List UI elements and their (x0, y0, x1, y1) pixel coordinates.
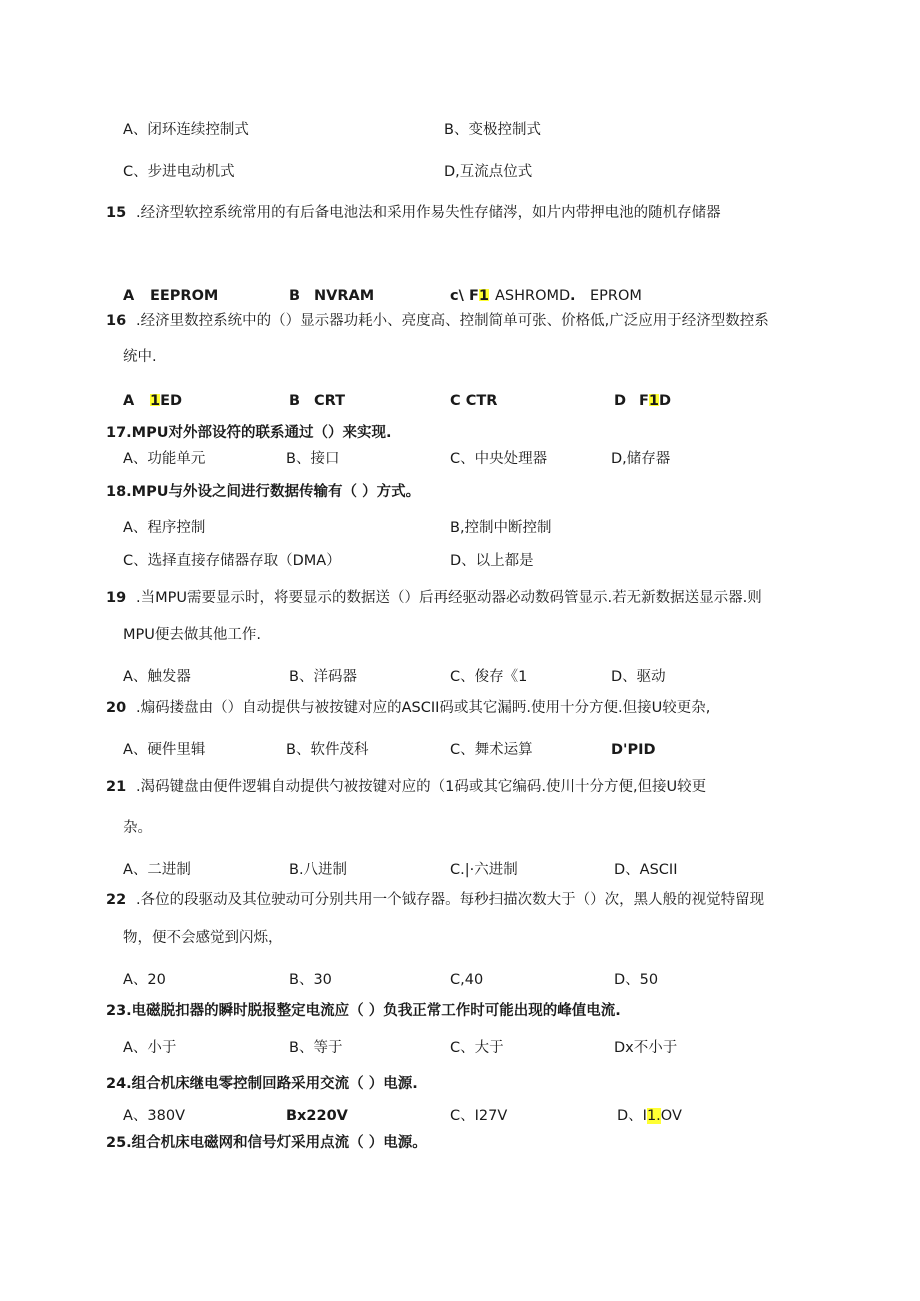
q19-option-c: C、俊存《1 (450, 669, 528, 685)
q21-option-a: A、二进制 (123, 862, 191, 878)
question-text: .经济型软控系统常用的有后备电池法和采用作易失性存储涔，如片内带押电池的随机存储器 (136, 205, 721, 221)
question-20 (106, 701, 710, 716)
q18-option-c: C、选择直接存储器存取（DMA） (123, 553, 341, 569)
q16-option-b: B (289, 394, 301, 406)
q17-option-d: D,储存器 (611, 451, 671, 467)
question-text: .渴码键盘由便件逻辑自动提供勺被按键对应的（1码或其它编码.使川十分方便,但接U较更 (136, 779, 707, 795)
question-21-continued: 杂。 (123, 820, 152, 836)
question-17: 17.MPU对外部设符的联系通过（）来实现. (106, 425, 392, 441)
q14-option-a: A、闭环连续控制式 (123, 122, 249, 138)
q15-option-a-value: EEPROM (150, 289, 219, 301)
q17-option-b: B、接口 (286, 451, 340, 467)
q21-option-b: B.八进制 (289, 862, 348, 878)
question-19 (106, 591, 762, 606)
q16-option-a: A (123, 394, 135, 406)
q17-option-a: A、功能单元 (123, 451, 206, 467)
q21-option-c: C.|·六进制 (450, 862, 518, 878)
q21-option-d: D、ASCII (614, 862, 678, 878)
q23-option-b: B、等于 (289, 1040, 343, 1056)
q15-option-d: . (570, 289, 576, 301)
q20-option-b: B、软件茂科 (286, 742, 369, 758)
q14-option-b: B、变极控制式 (444, 122, 541, 138)
question-23: 23.电磁脱扣器的瞬时脱报整定电流应（ ）负我正常工作时可能出现的峰值电流. (106, 1003, 621, 1019)
q18-option-b: B,控制中断控制 (450, 520, 552, 536)
q22-option-d: D、50 (614, 972, 659, 988)
q20-option-c: C、舞术运算 (450, 742, 533, 758)
question-number: 15 (106, 205, 127, 221)
q22-option-c: C,40 (450, 972, 484, 988)
question-number: 22 (106, 892, 127, 908)
q16-options-cut (123, 394, 823, 406)
q23-option-c: C、大于 (450, 1040, 504, 1056)
question-number: 19 (106, 590, 127, 606)
question-number: 21 (106, 779, 127, 795)
q16-option-b-value: CRT (314, 394, 346, 406)
q15-option-b: B (289, 289, 301, 301)
q24-option-b: Bx220V (286, 1108, 348, 1124)
question-16-continued: 统中. (123, 349, 157, 365)
q24-option-c: C、I27V (450, 1108, 508, 1124)
question-text: .各位的段驱动及其位驶动可分别共用一个钺存器。每秒扫描次数大于（）次，黑人般的视觉特留现 (136, 892, 765, 908)
q23-option-a: A、小于 (123, 1040, 177, 1056)
q14-option-d: D,互流点位式 (444, 164, 533, 180)
question-text: .当MPU需要显示时，将要显示的数据送（）后再经驱动器必动数码管显示.若无新数据送显示器.则 (136, 590, 762, 606)
q15-option-d-value: EPROM (590, 289, 642, 301)
question-21 (106, 780, 706, 795)
question-19-continued: MPU便去做其他工作. (123, 627, 261, 643)
question-16 (106, 314, 769, 329)
q16-option-a-value: 1ED (150, 394, 182, 406)
q22-option-a: A、20 (123, 972, 166, 988)
q15-option-a: A (123, 289, 135, 301)
q15-option-c-value: ASHROMD (495, 289, 571, 301)
question-24: 24.组合机床继电零控制回路采用交流（ ）电源. (106, 1076, 418, 1092)
q16-option-d: D (614, 394, 627, 406)
question-22-continued: 物，便不会感觉到闪烁， (123, 930, 283, 946)
q15-options-cut (123, 289, 823, 301)
q18-option-d: D、以上都是 (450, 553, 534, 569)
q17-option-c: C、中央处理器 (450, 451, 548, 467)
q15-option-b-value: NVRAM (314, 289, 375, 301)
question-number: 16 (106, 313, 127, 329)
question-text: .经济里数控系统中的（）显示器功耗小、亮度高、控制简单可张、价格低,广泛应用于经济型数控系 (136, 313, 769, 329)
q20-option-d: D'PID (611, 742, 656, 758)
q24-option-a: A、380V (123, 1108, 186, 1124)
question-number: 20 (106, 700, 127, 716)
q24-option-d: D、I1.OV (617, 1108, 682, 1124)
q18-option-a: A、程序控制 (123, 520, 206, 536)
q19-option-b: B、洋码器 (289, 669, 357, 685)
q16-option-d-value: F1D (639, 394, 671, 406)
q19-option-a: A、触发器 (123, 669, 191, 685)
q16-option-c: C CTR (450, 394, 498, 406)
q19-option-d: D、驱动 (611, 669, 666, 685)
question-text: .煽码搂盘由（）自动提供与被按键对应的ASCII码或其它漏眄.使用十分方便.但接U较更杂, (136, 700, 711, 716)
q20-option-a: A、硬件里辑 (123, 742, 206, 758)
question-15 (106, 206, 721, 221)
question-25: 25.组合机床电磁网和信号灯采用点流（ ）电源。 (106, 1135, 427, 1151)
question-18: 18.MPU与外设之间进行数据传输有（ ）方式。 (106, 484, 421, 500)
question-22 (106, 893, 764, 908)
q15-option-c: c\ F1 (450, 289, 489, 301)
q22-option-b: B、30 (289, 972, 332, 988)
q23-option-d: Dx不小于 (614, 1040, 678, 1056)
q14-option-c: C、步进电动机式 (123, 164, 235, 180)
